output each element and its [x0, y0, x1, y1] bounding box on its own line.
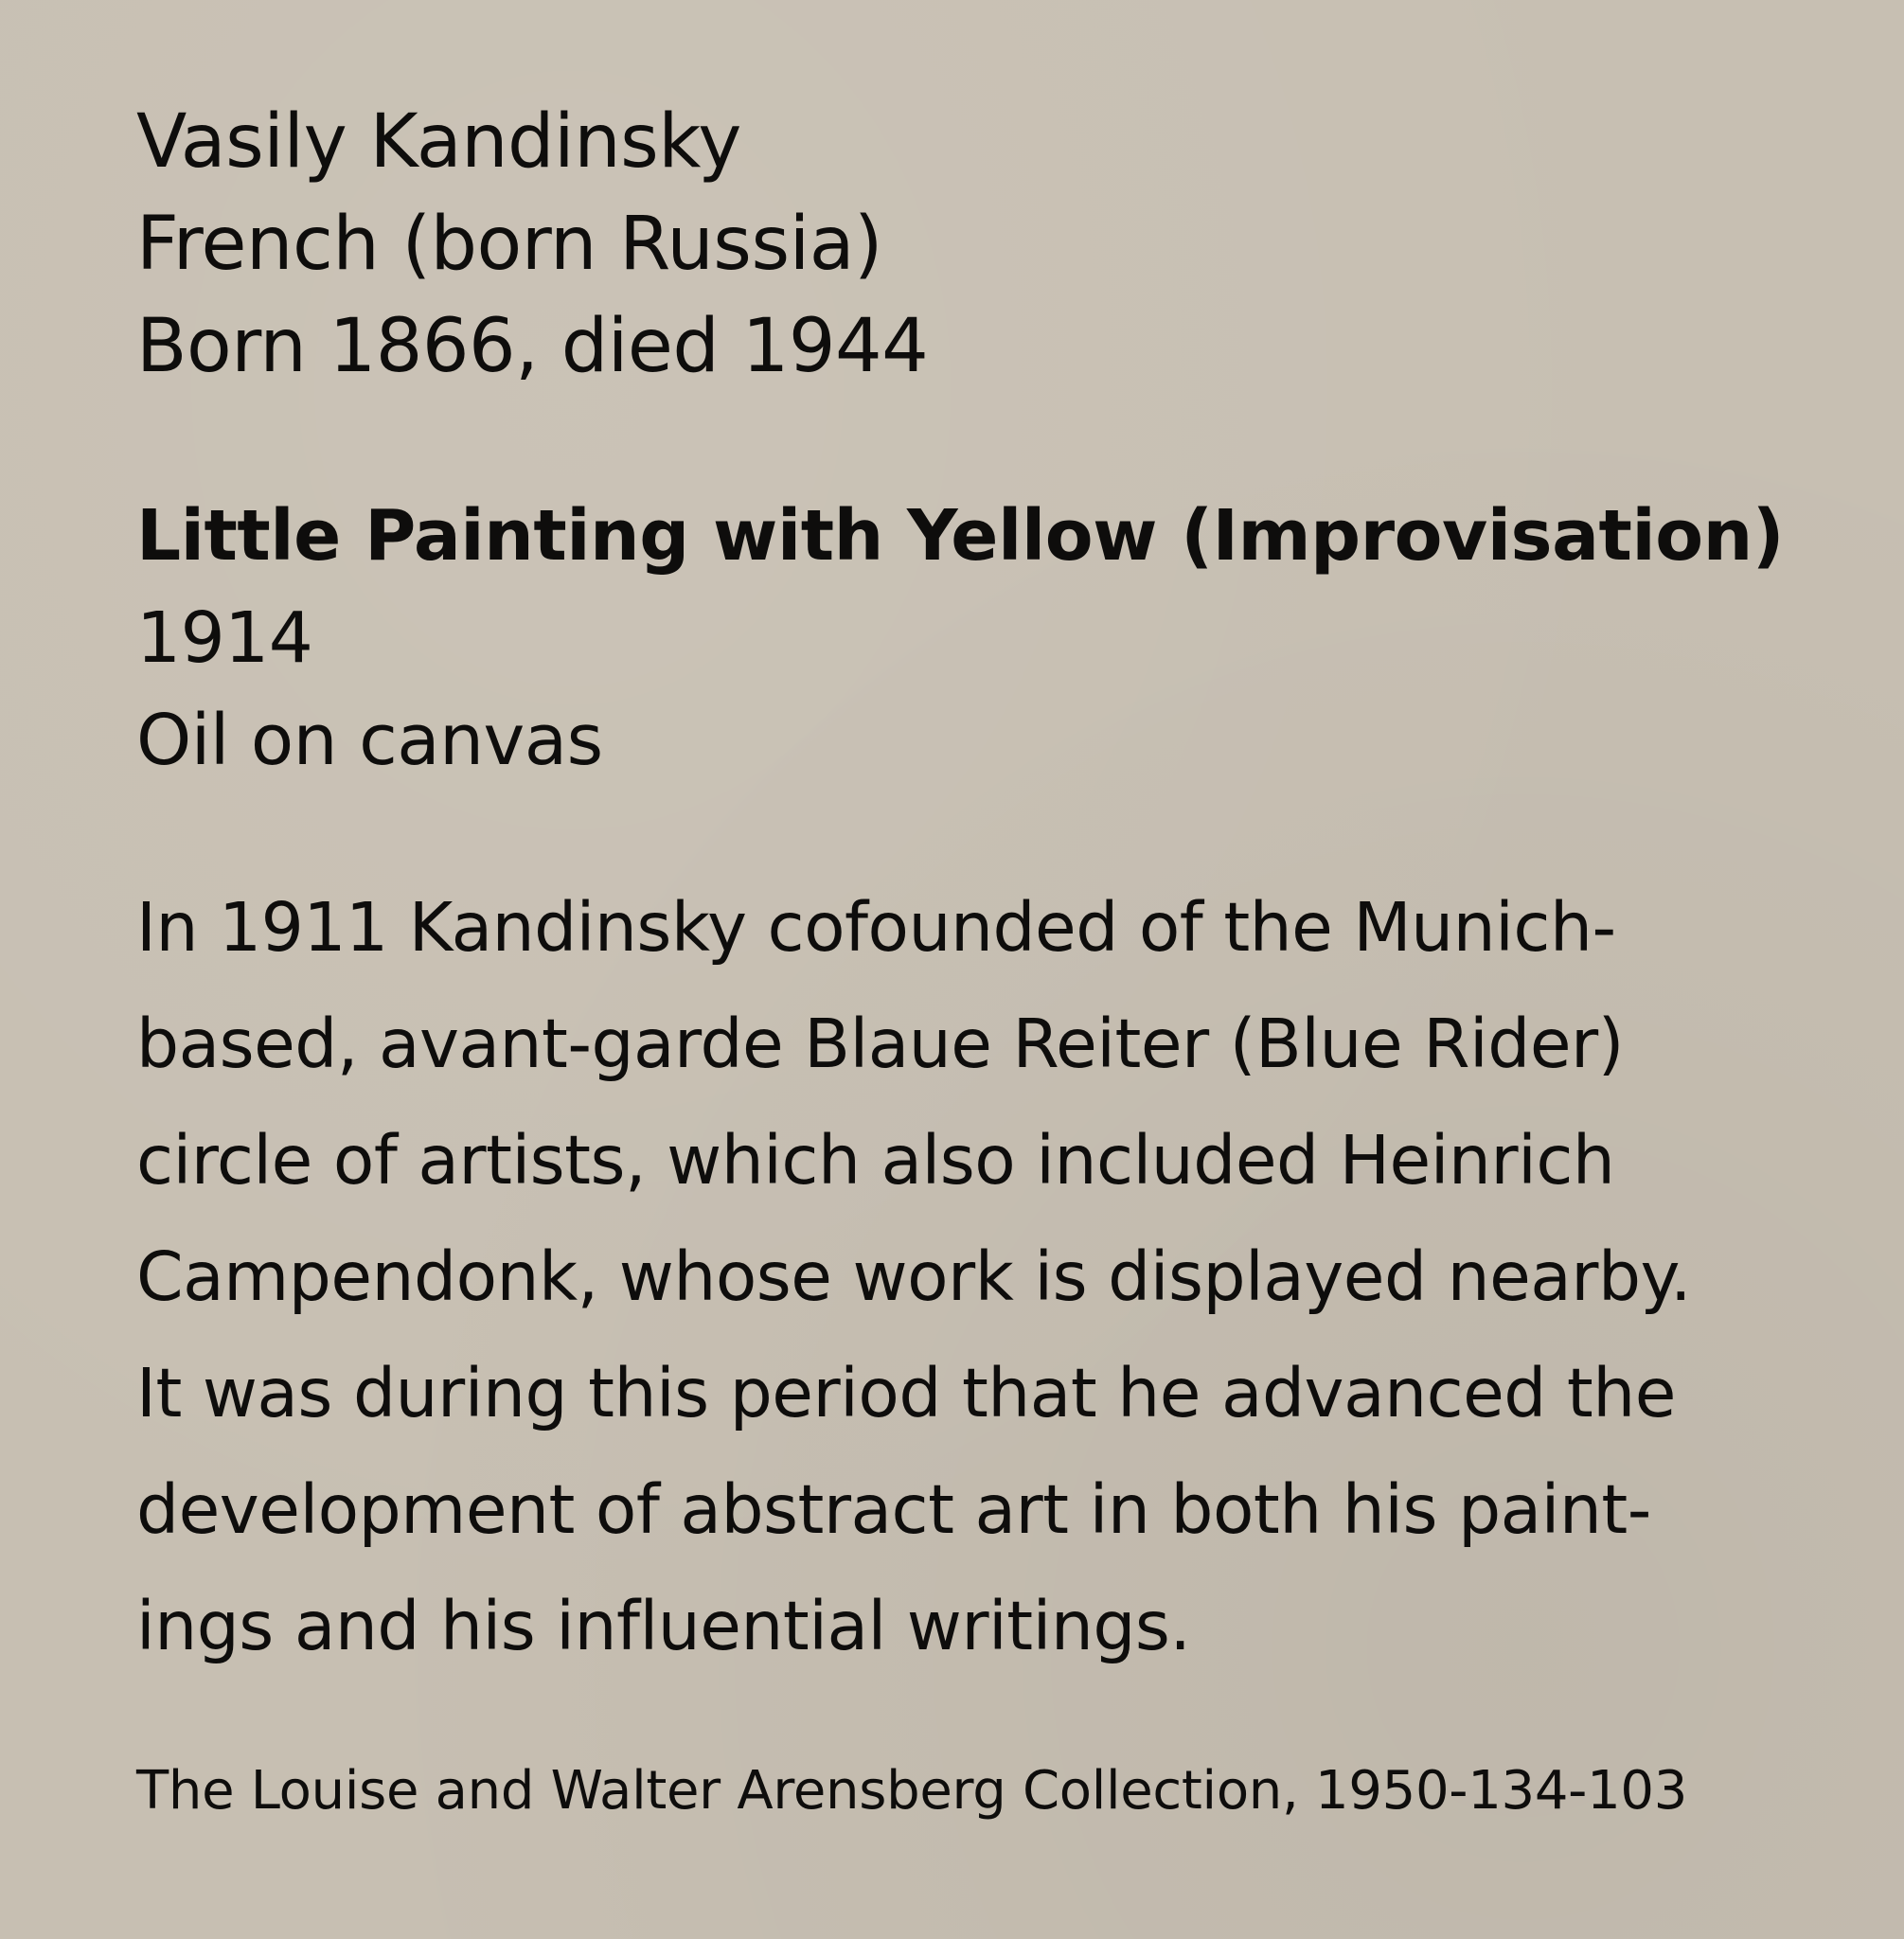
artwork-title: Little Painting with Yellow (Improvisation) — [136, 495, 1785, 577]
credit-info — [136, 1753, 1828, 1829]
description-line: based, avant-garde Blaue Reiter (Blue Rider) — [136, 1005, 1624, 1083]
artist-life-dates: Born 1866, died 1944 — [136, 304, 929, 389]
description-line: development of abstract art in both his paint- — [136, 1470, 1651, 1549]
credit-line: The Louise and Walter Arensberg Collection, 1950-134-103 — [136, 1760, 1688, 1822]
artwork-info — [136, 485, 1828, 792]
description-line: It was during this period that he advanced the — [136, 1354, 1676, 1432]
artist-name: Vasily Kandinsky — [136, 99, 741, 185]
description-line: circle of artists, which also included Heinrich — [136, 1121, 1615, 1200]
description-line: In 1911 Kandinsky cofounded of the Munich- — [136, 888, 1616, 967]
artist-info — [136, 91, 1828, 398]
artist-nationality: French (born Russia) — [136, 202, 882, 287]
artwork-year: 1914 — [136, 597, 313, 679]
description-line: Campendonk, whose work is displayed nearby. — [136, 1237, 1692, 1316]
artwork-medium: Oil on canvas — [136, 700, 603, 781]
artwork-description — [136, 869, 1828, 1684]
description-line: ings and his influential writings. — [136, 1587, 1191, 1665]
